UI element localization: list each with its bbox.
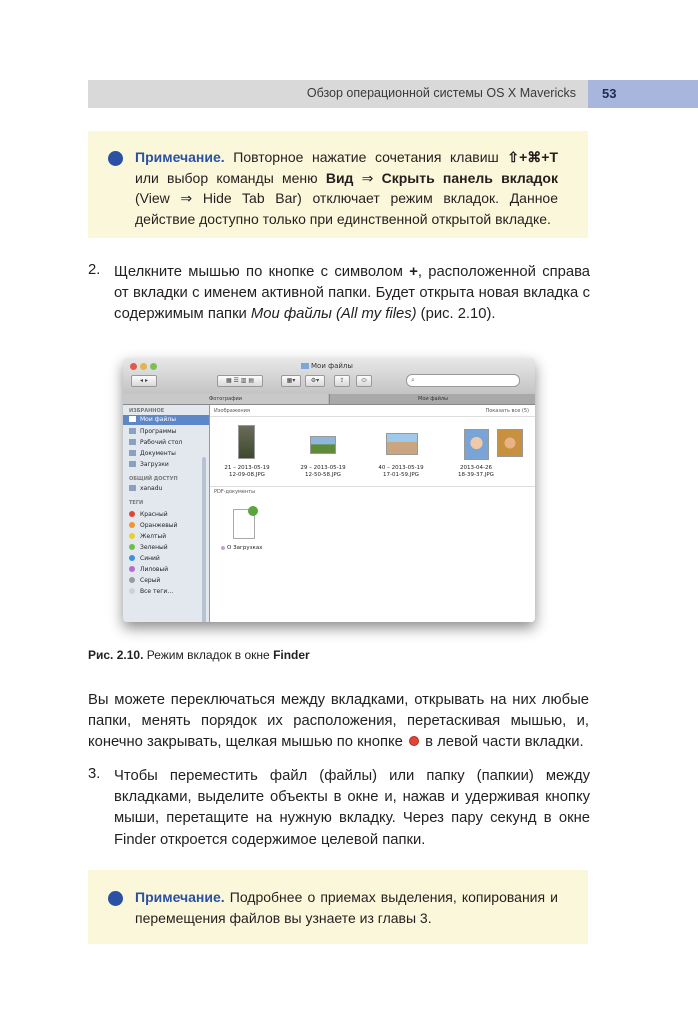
caption-label: Рис. 2.10. — [88, 648, 144, 662]
image-label — [366, 465, 436, 479]
zoom-window-icon[interactable] — [150, 363, 157, 370]
sidebar-item-label: Загрузки — [140, 461, 169, 468]
tag-label: Все теги… — [140, 588, 174, 595]
sidebar-item-desktop[interactable] — [129, 438, 207, 448]
tag-dot-icon — [129, 577, 135, 583]
list-item-2 — [114, 262, 590, 326]
minimize-window-icon[interactable] — [140, 363, 147, 370]
image-thumbnail[interactable] — [464, 429, 489, 460]
finder-tab-photos[interactable]: Фотографии — [123, 394, 328, 404]
list-number-2: 2. — [88, 262, 101, 278]
page-number-box — [588, 80, 698, 108]
tags-button[interactable]: ⬭ — [356, 375, 372, 387]
tag-dot-icon — [129, 522, 135, 528]
sidebar-header-favorites: ИЗБРАННОЕ — [129, 408, 165, 414]
tag-label: Зеленый — [140, 544, 168, 551]
list-item-3: Чтобы переместить файл (файлы) или папку (папкии) между вкладками, выделите объекты в окне и, нажав и удерживая кнопку мыши, перетащите на нужную вкладку. Через пару секунд в окне Finder откроется содержимое целевой папки. — [114, 768, 590, 848]
documents-icon — [129, 450, 136, 456]
finder-titlebar — [123, 358, 535, 395]
menu-view: Вид — [325, 169, 354, 186]
note-box-2 — [88, 870, 588, 944]
back-forward-buttons[interactable]: ◂ ▸ — [131, 375, 157, 387]
sidebar-tag-orange[interactable] — [129, 521, 207, 531]
tag-label: Желтый — [140, 533, 167, 540]
sidebar-tag-gray[interactable] — [129, 576, 207, 586]
sidebar-item-my-files[interactable] — [123, 415, 209, 425]
applications-icon — [129, 428, 136, 434]
downloads-icon — [129, 461, 136, 467]
sidebar-item-downloads[interactable] — [129, 460, 207, 470]
figure-caption — [88, 648, 310, 662]
arrange-button[interactable]: ▦▾ — [281, 375, 301, 387]
close-window-icon[interactable] — [130, 363, 137, 370]
tag-label: Синий — [140, 555, 160, 562]
tag-dot-icon — [129, 555, 135, 561]
view-mode-buttons[interactable]: ▦ ☰ ▥ ▤ — [217, 375, 263, 387]
image-label-line: 17-01-59.JPG — [383, 472, 419, 478]
note-label: Примечание. — [135, 149, 225, 165]
tag-label: Лиловый — [140, 566, 169, 573]
header-title: Обзор операционной системы OS X Mavericks — [306, 86, 576, 100]
sidebar-header-tags: ТЕГИ — [129, 500, 144, 506]
finder-sidebar — [123, 405, 210, 622]
section-divider — [210, 416, 535, 417]
window-title-text: Мои файлы — [311, 362, 353, 370]
finder-window-figure — [123, 358, 535, 622]
note-label: Примечание. — [135, 889, 225, 905]
sidebar-item-label: Программы — [140, 428, 177, 435]
note-text-1 — [135, 147, 558, 229]
tag-dot-icon — [129, 511, 135, 517]
sidebar-tag-red[interactable] — [129, 510, 207, 520]
image-thumbnail[interactable] — [386, 433, 418, 455]
list-number-3: 3. — [88, 766, 101, 782]
tag-label: Красный — [140, 511, 168, 518]
image-label-line: 29 – 2013-05-19 — [300, 465, 346, 471]
note-text-part: или выбор команды меню — [135, 169, 326, 186]
pdf-section-header: PDF-документы — [214, 489, 256, 495]
close-tab-icon — [409, 736, 419, 746]
menu-arrow: ⇒ — [353, 169, 382, 186]
paragraph-text: в левой части вкладки. — [425, 734, 584, 751]
tag-dot-icon — [129, 533, 135, 539]
sidebar-tag-blue[interactable] — [129, 554, 207, 564]
sidebar-item-label: Документы — [140, 450, 176, 457]
sidebar-header-shared: ОБЩИЙ ДОСТУП — [129, 476, 178, 482]
tag-dot-icon — [129, 588, 135, 594]
sidebar-all-tags[interactable] — [129, 587, 207, 597]
image-thumbnail[interactable] — [310, 436, 336, 454]
image-label — [212, 465, 282, 479]
sidebar-tag-purple[interactable] — [129, 565, 207, 575]
running-header — [88, 80, 588, 108]
note-bullet-icon — [108, 151, 123, 166]
tag-dot-icon — [129, 544, 135, 550]
finder-tab-bar — [123, 394, 535, 405]
share-icon[interactable]: ⇪ — [334, 375, 350, 387]
computer-icon — [129, 485, 136, 491]
tag-dot-icon — [129, 566, 135, 572]
images-section-header: Изображения — [214, 408, 250, 414]
finder-tab-my-files[interactable]: Мои файлы — [329, 394, 535, 404]
search-input[interactable] — [406, 374, 520, 387]
tag-label: Серый — [140, 577, 161, 584]
item-text: (рис. 2.10). — [416, 306, 496, 323]
folder-name: Мои файлы (All my files) — [250, 306, 417, 323]
image-thumbnail[interactable] — [238, 425, 255, 459]
finder-window-title — [301, 362, 353, 370]
pdf-label-text: О Загрузках — [227, 545, 263, 551]
note-text-part: (View ⇒ Hide Tab Bar) отключает режим вкладок. Данное действие доступно только при единственной открытой вкладке. — [135, 190, 558, 227]
note-box-1 — [88, 131, 588, 238]
section-divider — [210, 486, 535, 487]
folder-icon — [301, 363, 309, 369]
body-paragraph — [88, 690, 589, 754]
image-label-line: 12-09-08.JPG — [229, 472, 265, 478]
menu-hide-tab-bar: Скрыть панель вкладок — [381, 169, 558, 186]
sidebar-item-label: Мои файлы — [140, 416, 176, 423]
note-text-part: Подробнее о приемах выделения, копирования и перемещения файлов вы узнаете из главы 3. — [135, 889, 558, 926]
finder-content — [210, 405, 535, 622]
action-gear-icon[interactable]: ⚙▾ — [305, 375, 325, 387]
show-all-link[interactable]: Показать все (5) — [485, 408, 529, 414]
sidebar-item-label: xanadu — [140, 485, 163, 492]
sidebar-item-applications[interactable] — [129, 427, 207, 437]
note-text-2 — [135, 887, 558, 928]
shortcut-keys: ⇧+⌘+T — [507, 149, 558, 165]
sidebar-item-label: Рабочий стол — [140, 439, 183, 446]
desktop-icon — [129, 439, 136, 445]
tag-label: Оранжевый — [140, 522, 178, 529]
image-label-line: 12-50-58.JPG — [305, 472, 341, 478]
caption-text: Режим вкладок в окне — [143, 648, 274, 662]
plus-symbol: + — [409, 264, 418, 280]
pdf-document-icon[interactable] — [233, 509, 255, 539]
image-label-line: 2013-04-26 — [460, 465, 492, 471]
image-label — [441, 465, 511, 479]
note-bullet-icon — [108, 891, 123, 906]
image-label-line: 21 – 2013-05-19 — [224, 465, 270, 471]
sidebar-item-documents[interactable] — [129, 449, 207, 459]
paragraph-text: Вы можете переключаться между вкладками, открывать на них любые папки, менять порядок их расположения, перетаскивая мышью, и, конечно закрывать, щелкая мышью по кнопке — [88, 692, 589, 751]
sidebar-tag-yellow[interactable] — [129, 532, 207, 542]
download-badge-icon — [248, 506, 258, 516]
sidebar-tag-green[interactable] — [129, 543, 207, 553]
sidebar-item-xanadu[interactable] — [129, 484, 207, 494]
image-label — [288, 465, 358, 479]
image-label-line: 40 – 2013-05-19 — [378, 465, 424, 471]
item-text: , расположенной справа от вкладки с именем активной папки. Будет открыта новая вкладка с содержимым папки — [114, 264, 590, 323]
image-label-line: 18-39-37.JPG — [458, 472, 494, 478]
caption-app: Finder — [273, 648, 310, 662]
page-number: 53 — [602, 86, 617, 101]
search-icon: ⌕ — [411, 376, 415, 384]
note-text-part: Повторное нажатие сочетания клавиш — [224, 149, 508, 165]
image-thumbnail[interactable] — [497, 429, 523, 457]
tag-dot-icon — [221, 546, 225, 550]
item-text: Щелкните мышью по кнопке с символом — [114, 264, 410, 280]
sidebar-scrollbar[interactable] — [202, 457, 206, 622]
pdf-file-label[interactable] — [221, 545, 262, 551]
all-files-icon — [129, 416, 136, 422]
